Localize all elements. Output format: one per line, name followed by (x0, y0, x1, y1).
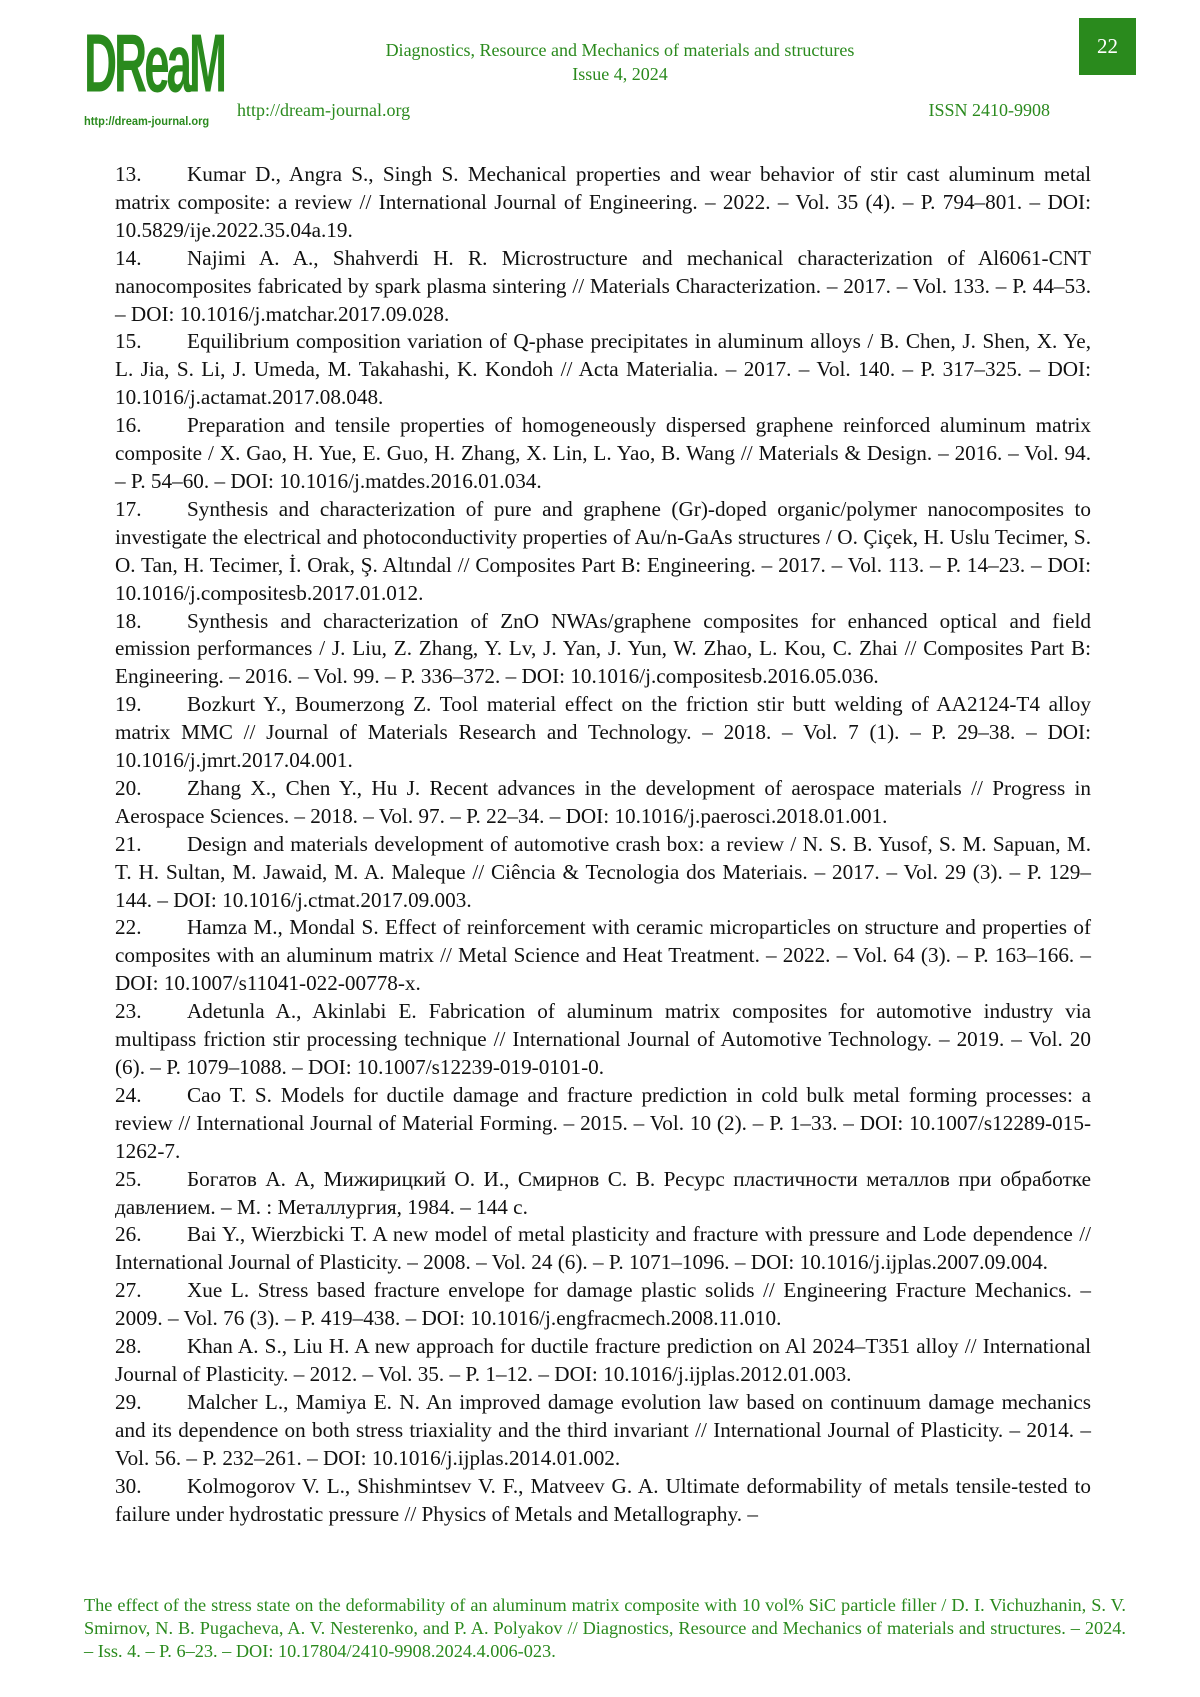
reference-number: 26. (115, 1222, 142, 1247)
reference-item (115, 831, 1091, 915)
reference-item (115, 1277, 1091, 1333)
issn-label: ISSN 2410-9908 (928, 100, 1050, 120)
reference-number: 29. (115, 1389, 142, 1414)
reference-item (115, 1473, 1091, 1529)
reference-number: 30. (115, 1473, 142, 1498)
reference-text: Kumar D., Angra S., Singh S. Mechanical properties and wear behavior of stir cast aluminum metal matrix composite: a review // International Journal of Engineering. – 2022. – Vol. 35 (4). – P. 794–801. – DOI: 10.5829/ije.2022.35.04a.19. (115, 162, 1091, 242)
reference-text: Bai Y., Wierzbicki T. A new model of metal plasticity and fracture with pressure and Lode dependence // International Journal of Plasticity. – 2008. – Vol. 24 (6). – P. 1071–1096. – DOI: 10.1016/j.ijplas.2007.09.004. (115, 1222, 1091, 1275)
reference-text: Preparation and tensile properties of homogeneously dispersed graphene reinforced aluminum matrix composite / X. Gao, H. Yue, E. Guo, H. Zhang, X. Lin, L. Yao, B. Wang // Materials & Design. – 2016. – Vol. 94. – P. 54–60. – DOI: 10.1016/j.matdes.2016.01.034. (115, 413, 1091, 493)
logo-url: http://dream-journal.org (84, 114, 210, 128)
reference-number: 15. (115, 329, 142, 354)
reference-number: 13. (115, 162, 142, 186)
reference-item (115, 914, 1091, 998)
reference-number: 24. (115, 1082, 142, 1107)
reference-item (115, 412, 1091, 496)
reference-text: Богатов А. А, Мижирицкий О. И., Смирнов С. В. Ресурс пластичности металлов при обработке давлением. – М. : Металлургия, 1984. – 144 с. (115, 1166, 1091, 1219)
reference-item (115, 1389, 1091, 1473)
reference-number: 27. (115, 1278, 142, 1303)
journal-title: Diagnostics, Resource and Mechanics of materials and structures (385, 40, 855, 60)
reference-number: 18. (115, 608, 142, 633)
reference-item (115, 1221, 1091, 1277)
reference-text: Synthesis and characterization of pure and graphene (Gr)-doped organic/polymer nanocomposites to investigate the electrical and photoconductivity properties of Au/n-GaAs structures / O. Çiçek, H. Uslu Tecimer, S. O. Tan, H. Tecimer, İ. Orak, Ş. Altındal // Composites Part B: Engineering. – 2017. – Vol. 113. – P. 14–23. – DOI: 10.1016/j.compositesb.2017.01.012. (115, 496, 1091, 605)
reference-item (115, 775, 1091, 831)
reference-text: Design and materials development of automotive crash box: a review / N. S. B. Yusof, S. M. Sapuan, M. T. H. Sultan, M. Jawaid, M. A. Maleque // Ciência & Tecnologia dos Materiais. – 2017. – Vol. 29 (3). – P. 129–144. – DOI: 10.1016/j.ctmat.2017.09.003. (115, 831, 1091, 912)
reference-text: Kolmogorov V. L., Shishmintsev V. F., Matveev G. A. Ultimate deformability of metals tensile-tested to failure under hydrostatic pressure // Physics of Metals and Metallography. – (115, 1473, 1091, 1526)
journal-logo (84, 12, 225, 130)
reference-number: 25. (115, 1166, 142, 1191)
reference-text: Bozkurt Y., Boumerzong Z. Tool material effect on the friction stir butt welding of AA2124-T4 alloy matrix MMC // Journal of Materials Research and Technology. – 2018. – Vol. 7 (1). – P. 29–38. – DOI: 10.1016/j.jmrt.2017.04.001. (115, 692, 1091, 773)
reference-item (115, 1082, 1091, 1166)
footer-citation: The effect of the stress state on the deformability of an aluminum matrix composite with 10 vol% SiC particle filler / D. I. Vichuzhanin, S. V. Smirnov, N. B. Pugacheva, A. V. Nesterenko, and P. A. Polyakov // Diagnostics, Resource and Mechanics of materials and structures. – 2024. – Iss. 4. – P. 6–23. – DOI: 10.17804/2410-9908.2024.4.006-023. (84, 1595, 1126, 1661)
reference-text: Adetunla A., Akinlabi E. Fabrication of aluminum matrix composites for automotive industry via multipass friction stir processing technique // International Journal of Automotive Technology. – 2019. – Vol. 20 (6). – P. 1079–1088. – DOI: 10.1007/s12239-019-0101-0. (115, 999, 1091, 1079)
reference-number: 14. (115, 245, 142, 270)
page-number-badge (1079, 18, 1136, 75)
reference-item (115, 998, 1091, 1082)
reference-text: Zhang X., Chen Y., Hu J. Recent advances in the development of aerospace materials // Progress in Aerospace Sciences. – 2018. – Vol. 97. – P. 22–34. – DOI: 10.1016/j.paerosci.2018.01.001. (115, 775, 1091, 828)
reference-item (115, 161, 1091, 245)
reference-number: 17. (115, 496, 142, 521)
reference-item (115, 496, 1091, 608)
logo-wordmark: DReaM (84, 16, 225, 110)
reference-number: 23. (115, 999, 142, 1024)
reference-number: 19. (115, 692, 142, 717)
reference-number: 21. (115, 831, 142, 856)
reference-text: Synthesis and characterization of ZnO NWAs/graphene composites for enhanced optical and field emission performances / J. Liu, Z. Zhang, Y. Lv, J. Yan, J. Yun, W. Zhao, L. Kou, C. Zhai // Composites Part B: Engineering. – 2016. – Vol. 99. – P. 336–372. – DOI: 10.1016/j.compositesb.2016.05.036. (115, 608, 1091, 689)
reference-text: Hamza M., Mondal S. Effect of reinforcement with ceramic microparticles on structure and properties of composites with an aluminum matrix // Metal Science and Heat Treatment. – 2022. – Vol. 64 (3). – P. 163–166. – DOI: 10.1007/s11041-022-00778-x. (115, 915, 1091, 996)
reference-item (115, 328, 1091, 412)
reference-list (115, 161, 1091, 1528)
reference-text: Malcher L., Mamiya E. N. An improved damage evolution law based on continuum damage mechanics and its dependence on both stress triaxiality and the third invariant // International Journal of Plasticity. – 2014. – Vol. 56. – P. 232–261. – DOI: 10.1016/j.ijplas.2014.01.002. (115, 1389, 1091, 1470)
reference-number: 16. (115, 413, 142, 438)
issue-label: Issue 4, 2024 (572, 64, 668, 84)
reference-item (115, 245, 1091, 329)
journal-url-link[interactable]: http://dream-journal.org (237, 100, 411, 120)
reference-item (115, 691, 1091, 775)
reference-text: Najimi A. A., Shahverdi H. R. Microstructure and mechanical characterization of Al6061-CNT nanocomposites fabricated by spark plasma sintering // Materials Characterization. – 2017. – Vol. 133. – P. 44–53. – DOI: 10.1016/j.matchar.2017.09.028. (115, 245, 1091, 326)
reference-text: Khan A. S., Liu H. A new approach for ductile fracture prediction on Al 2024–T351 alloy // International Journal of Plasticity. – 2012. – Vol. 35. – P. 1–12. – DOI: 10.1016/j.ijplas.2012.01.003. (115, 1334, 1091, 1386)
reference-number: 22. (115, 915, 142, 940)
reference-item (115, 608, 1091, 692)
reference-number: 28. (115, 1334, 142, 1359)
reference-item (115, 1333, 1091, 1389)
reference-text: Xue L. Stress based fracture envelope for damage plastic solids // Engineering Fracture Mechanics. – 2009. – Vol. 76 (3). – P. 419–438. – DOI: 10.1016/j.engfracmech.2008.11.010. (115, 1278, 1091, 1331)
reference-text: Equilibrium composition variation of Q-phase precipitates in aluminum alloys / B. Chen, J. Shen, X. Ye, L. Jia, S. Li, J. Umeda, M. Takahashi, K. Kondoh // Acta Materialia. – 2017. – Vol. 140. – P. 317–325. – DOI: 10.1016/j.actamat.2017.08.048. (115, 329, 1091, 410)
reference-number: 20. (115, 775, 142, 800)
reference-item (115, 1166, 1091, 1222)
reference-text: Cao T. S. Models for ductile damage and fracture prediction in cold bulk metal forming processes: a review // International Journal of Material Forming. – 2015. – Vol. 10 (2). – P. 1–33. – DOI: 10.1007/s12289-015-1262-7. (115, 1082, 1091, 1163)
page-number: 22 (1097, 34, 1118, 58)
